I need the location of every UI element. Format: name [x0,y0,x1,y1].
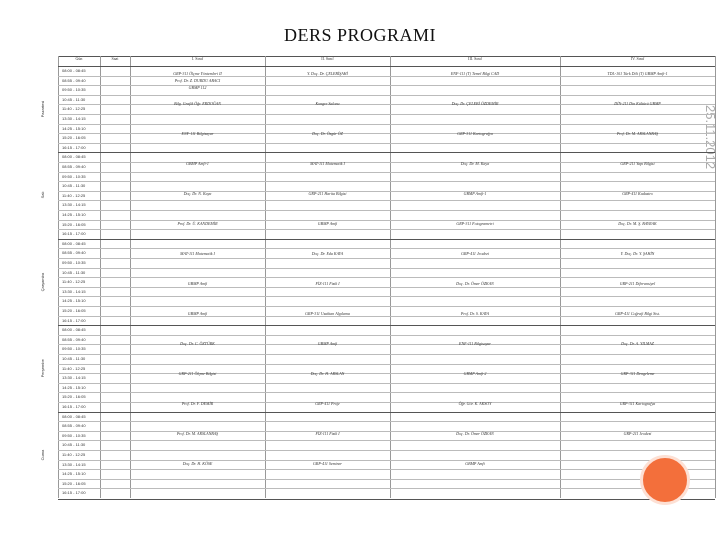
slot-divider [58,143,715,144]
time-label: 13:30 - 14:15 [62,116,86,121]
time-label: 08:55 - 09:40 [62,423,86,429]
schedule-cell [265,70,390,77]
cell-line: Y. Doç. Dr. ÇELEBİŞAHİ [307,71,348,76]
time-label: 11:40 - 12:25 [62,106,86,112]
time-label: 13:30 - 14:15 [62,461,86,467]
day-divider [58,152,715,153]
cell-line: GBMP Amfi [187,281,208,286]
schedule-cell [130,190,265,197]
schedule-cell [390,400,560,407]
schedule-cell [130,160,265,167]
schedule-cell [560,280,715,287]
schedule-cell [560,130,715,137]
cell-line: GBMP Amfi [187,311,208,316]
cell-line: Kongre Salonu [315,101,340,106]
time-label: 16:15 - 17:00 [62,490,86,496]
schedule-cell [560,400,715,407]
time-label: 14:25 - 15:10 [62,471,86,477]
cell-line: Y. Doç. Dr. Y. ŞAHİN [620,251,655,256]
schedule-cell [130,370,265,377]
cell-line: Prof. Dr. S. KAYA [460,311,490,316]
time-label: 11:40 - 12:25 [62,279,86,285]
cell-line: GRP-311 Dengeleme [620,371,655,376]
header-time: Saat [111,56,119,61]
cell-line: FİZ-111 Fizik I [315,281,340,286]
schedule-cell [390,220,560,227]
cell-line: ENF-111 (T) Temel Bilgi CAD [450,71,500,76]
time-label: 10:45 - 11:30 [62,96,86,102]
schedule-cell [130,460,265,467]
cell-line: GBMP 112 [188,85,207,90]
slot-divider [58,210,715,211]
cell-line: GRP-211 Ölçme Bilgisi [178,371,217,376]
schedule-cell [560,430,715,437]
slot-divider [58,450,715,451]
day-label: Çarşamba [40,272,45,292]
schedule-cell [265,340,390,347]
cell-line: Bilg. Grafik Öğr. ERDOĞAN [174,101,221,106]
schedule-cell [265,250,390,257]
slot-divider [58,469,715,470]
cell-line: Doç. Dr. N. Kaya [183,191,212,196]
time-label: 10:45 - 11:30 [62,269,86,275]
slot-divider [58,124,715,125]
slot-divider [58,440,715,441]
day-divider [58,325,715,326]
schedule-cell [265,190,390,197]
cell-line: Doç. Dr. H. KÖSE [182,461,213,466]
time-label: 15:20 - 16:05 [62,394,86,400]
cell-line: GBMP Amfi [317,341,338,346]
schedule-cell [265,130,390,137]
time-label: 14:25 - 15:10 [62,212,86,217]
cell-line: TDL-101 Türk Dili (T) GBMP Amfi-1 [607,71,668,76]
header-class-3: III. Sınıf [468,56,482,61]
schedule-cell [560,310,715,317]
cell-line: GRP-311 Ölçme Yöntemleri II [173,71,222,76]
time-label: 10:45 - 11:30 [62,356,86,361]
slot-divider [58,181,715,182]
time-label: 08:00 - 08:45 [62,68,86,73]
cell-line: DİN-211 Din Kültürü GBMP [614,101,661,106]
day-label: Salı [40,192,45,200]
time-label: 11:40 - 12:25 [62,192,86,198]
schedule-cell [130,400,265,407]
cell-line: Doç. Dr. Özgür ÖZ [312,131,343,136]
cell-line: Prof. Dr. F. DEMİR [181,401,214,406]
schedule-cell [390,160,560,167]
cell-line: Prof. Dr. Z. DURDU ABACI [174,78,221,83]
schedule-cell [560,70,715,77]
cell-line: GRP-411 Coğrafi Bilgi Sist. [615,311,660,316]
time-label: 08:55 - 09:40 [62,250,86,256]
schedule-cell [130,70,265,91]
schedule-cell [130,430,265,437]
schedule-cell [130,130,265,137]
cell-line: GBMP Amfi [317,221,338,226]
schedule-cell [265,400,390,407]
schedule-cell [390,460,560,467]
schedule-cell [265,430,390,437]
schedule-cell [265,100,390,107]
cell-line: GBMP Amfi-1 [186,161,209,166]
time-label: 09:50 - 10:35 [62,87,86,93]
day-label: Cuma [40,449,45,461]
slot-divider [58,95,715,96]
slot-divider [58,229,715,230]
slot-divider [58,488,715,489]
slot-divider [58,268,715,269]
time-label: 14:25 - 15:10 [62,384,86,390]
time-label: 13:30 - 14:15 [62,202,86,208]
cell-line: Doç. Dr. M. Kaya [460,161,490,166]
time-label: 14:25 - 15:10 [62,125,86,131]
time-label: 16:15 - 17:00 [62,404,86,409]
time-label: 08:00 - 08:45 [62,240,86,246]
cell-line: Doç. Dr. C. ÖZTÜRK [180,341,215,346]
cell-line: Öğr. Gör. K. AKSOY [458,401,492,406]
cell-line: Prof. Dr. M. ARSLANBAŞ [176,431,219,436]
schedule-cell [265,280,390,287]
schedule-cell [560,250,715,257]
cell-line: Doç. Dr. Eda KAYA [311,251,344,256]
cell-line: GBMP Amfi-2 [463,371,487,376]
time-label: 08:55 - 09:40 [62,336,86,342]
schedule-cell [560,340,715,347]
page-title: DERS PROGRAMI [283,25,437,45]
schedule-cell [390,310,560,317]
time-label: 15:20 - 16:05 [62,308,86,313]
cell-line: GRP-411 Jeodezi [461,251,489,256]
cell-line: GRP-411 Kadastro [622,191,653,196]
slot-divider [58,392,715,393]
schedule-cell [390,100,560,107]
time-label: 11:40 - 12:25 [62,452,86,457]
schedule-cell [390,370,560,377]
schedule-cell [560,370,715,377]
cell-line: Prof. Dr. M. ARSLANBAŞ [616,131,659,136]
schedule-cell [265,160,390,167]
time-label: 14:25 - 15:10 [62,298,86,304]
slot-divider [58,296,715,297]
header-class-2: II. Sınıf [321,56,334,61]
slot-divider [58,306,715,307]
cell-line: GRP-211 Yapı Bilgisi [620,161,655,166]
slot-divider [58,421,715,422]
decorative-dot [640,455,690,505]
slot-divider [58,354,715,355]
cell-line: MAT-111 Matematik I [180,251,215,256]
time-label: 10:45 - 11:30 [62,442,86,448]
time-label: 15:20 - 16:05 [62,221,86,227]
cell-line: GRP-311 Kartografya [457,131,493,136]
schedule-cell [390,190,560,197]
slot-divider [58,114,715,115]
schedule-cell [560,160,715,167]
time-label: 13:30 - 14:15 [62,288,86,294]
schedule-cell [390,340,560,347]
cell-line: GRP-211 Jeodezi [623,431,652,436]
schedule-cell [130,220,265,227]
time-label: 09:50 - 10:35 [62,173,86,179]
time-label: 11:40 - 12:25 [62,365,86,371]
schedule-cell [130,100,265,107]
time-label: 16:15 - 17:00 [62,231,86,237]
time-label: 09:50 - 10:35 [62,432,86,438]
time-label: 16:15 - 17:00 [62,317,86,323]
slot-divider [58,335,715,336]
cell-line: Doç. Dr. M. Ş. BAYRAK [618,221,657,226]
time-label: 15:20 - 16:05 [62,135,86,141]
time-label: 08:55 - 09:40 [62,77,86,83]
time-label: 09:50 - 10:35 [62,260,86,265]
schedule-cell [265,310,390,317]
header-day: Gün [75,56,83,61]
cell-line: GRP-211 Harita Bilgisi [308,191,347,196]
slot-divider [58,277,715,278]
slot-divider [58,258,715,259]
cell-line: ENF-111 Bilgisayar [181,131,214,136]
slot-divider [58,383,715,384]
cell-line: ENF-111 Bilgisayar [459,341,491,346]
time-label: 08:55 - 09:40 [62,164,86,169]
cell-line: GRP-411 Proje [315,401,340,406]
slot-divider [58,200,715,201]
cell-line: GRP-311 Fotogrametri [456,221,494,226]
cell-line: Doç. Dr. ÇELEBİ ÖZDEMİR [451,101,499,106]
cell-line: GRP-311 Uzaktan Algılama [305,311,350,316]
schedule-cell [390,70,560,77]
cell-line: Doç. Dr. Ömer ÖZKAN [456,431,494,436]
time-label: 13:30 - 14:15 [62,375,86,381]
schedule-cell [130,280,265,287]
schedule-cell [390,130,560,137]
day-label: Perşembe [40,359,45,378]
schedule-cell [560,100,715,107]
cell-line: GRP-311 Kartografya [619,401,656,406]
schedule-cell [390,430,560,437]
header-class-4: IV. Sınıf [630,56,645,61]
cell-line: MAT-111 Matematik I [310,161,345,166]
time-label: 08:00 - 08:45 [62,413,86,419]
cell-line: GBMP Amfi [465,461,485,466]
slot-divider [58,172,715,173]
time-label: 08:00 - 08:45 [62,327,86,333]
cell-line: GBMP Amfi-1 [463,191,487,196]
time-label: 10:45 - 11:30 [62,183,86,189]
day-divider [58,412,715,413]
time-label: 08:00 - 08:45 [62,154,86,160]
time-label: 15:20 - 16:05 [62,480,86,486]
time-label: 09:50 - 10:35 [62,346,86,352]
slot-divider [58,364,715,365]
schedule-cell [390,280,560,287]
cell-line: Prof. Dr. Ü. KANDEMİR [177,221,218,226]
schedule-cell [130,340,265,347]
header-class-1: I. Sınıf [191,56,204,61]
schedule-cell [130,250,265,257]
cell-line: Doç. Dr. A. YILMAZ [621,341,654,346]
slot-divider [58,479,715,480]
schedule-cell [265,220,390,227]
schedule-cell [390,250,560,257]
schedule-cell [560,220,715,227]
schedule-cell [265,370,390,377]
day-label: Pazartesi [40,100,45,118]
day-divider [58,66,715,67]
cell-line: Doç. Dr. Ömer ÖZKAN [456,281,494,286]
cell-line: FİZ-111 Fizik I [315,431,340,436]
schedule-cell [265,460,390,467]
cell-line: Doç. Dr. H. ARSLAN [310,371,345,376]
cell-line: GRP-411 Seminer [313,461,342,466]
day-divider [58,239,715,240]
schedule-cell [560,190,715,197]
side-date: 25.11.2012 [703,105,718,170]
cell-line: GRP-211 Diferansiyel [619,281,656,286]
time-label: 16:15 - 17:00 [62,144,86,150]
schedule-cell [130,310,265,317]
